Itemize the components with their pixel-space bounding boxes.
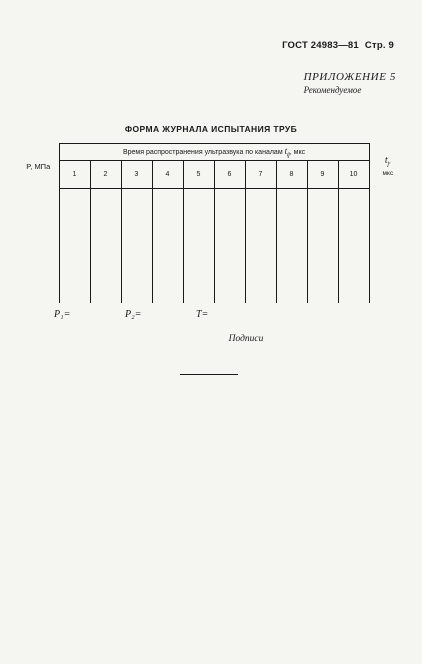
channel-number: 1 — [59, 161, 90, 189]
page-number: Стр. 9 — [364, 40, 394, 51]
page-header — [282, 40, 394, 51]
channel-numbers-row — [18, 161, 406, 189]
channel-number: 5 — [183, 161, 214, 189]
channel-number: 9 — [307, 161, 338, 189]
channel-number: 2 — [90, 161, 121, 189]
parameters-line — [0, 309, 422, 325]
table-cell — [307, 189, 338, 304]
appendix-block — [304, 71, 396, 95]
appendix-title: ПРИЛОЖЕНИЕ 5 — [303, 71, 396, 83]
table-cell — [369, 189, 406, 304]
table-cell — [214, 189, 245, 304]
t-label: T= — [196, 309, 209, 320]
channel-number: 10 — [338, 161, 369, 189]
table-cell — [152, 189, 183, 304]
channel-number: 3 — [121, 161, 152, 189]
appendix-subtitle: Рекомендуемое — [303, 85, 362, 95]
table-cell — [183, 189, 214, 304]
journal-table — [18, 143, 406, 303]
channel-number: 4 — [152, 161, 183, 189]
table-cell — [18, 189, 59, 304]
table-cell — [276, 189, 307, 304]
table-cell — [90, 189, 121, 304]
mean-time-header: $t_j$, мкс — [369, 144, 406, 189]
table-cell — [59, 189, 90, 304]
form-title: ФОРМА ЖУРНАЛА ИСПЫТАНИЯ ТРУБ — [124, 124, 298, 134]
end-rule — [180, 374, 238, 375]
p2-label: P₂= — [125, 309, 142, 320]
pressure-header: P, МПа — [18, 144, 59, 189]
channel-number: 6 — [214, 161, 245, 189]
table-cell — [338, 189, 369, 304]
table-body-row — [18, 189, 406, 304]
standard-number: ГОСТ 24983—81 — [282, 40, 359, 51]
channel-group-header: Время распространения ультразвука по каналам $t_{ij}$, мкс — [59, 144, 369, 161]
table-cell — [121, 189, 152, 304]
channel-number: 8 — [276, 161, 307, 189]
p1-label: P₁= — [54, 309, 71, 320]
table-cell — [245, 189, 276, 304]
signatures-label: Подписи — [228, 334, 264, 344]
channel-number: 7 — [245, 161, 276, 189]
